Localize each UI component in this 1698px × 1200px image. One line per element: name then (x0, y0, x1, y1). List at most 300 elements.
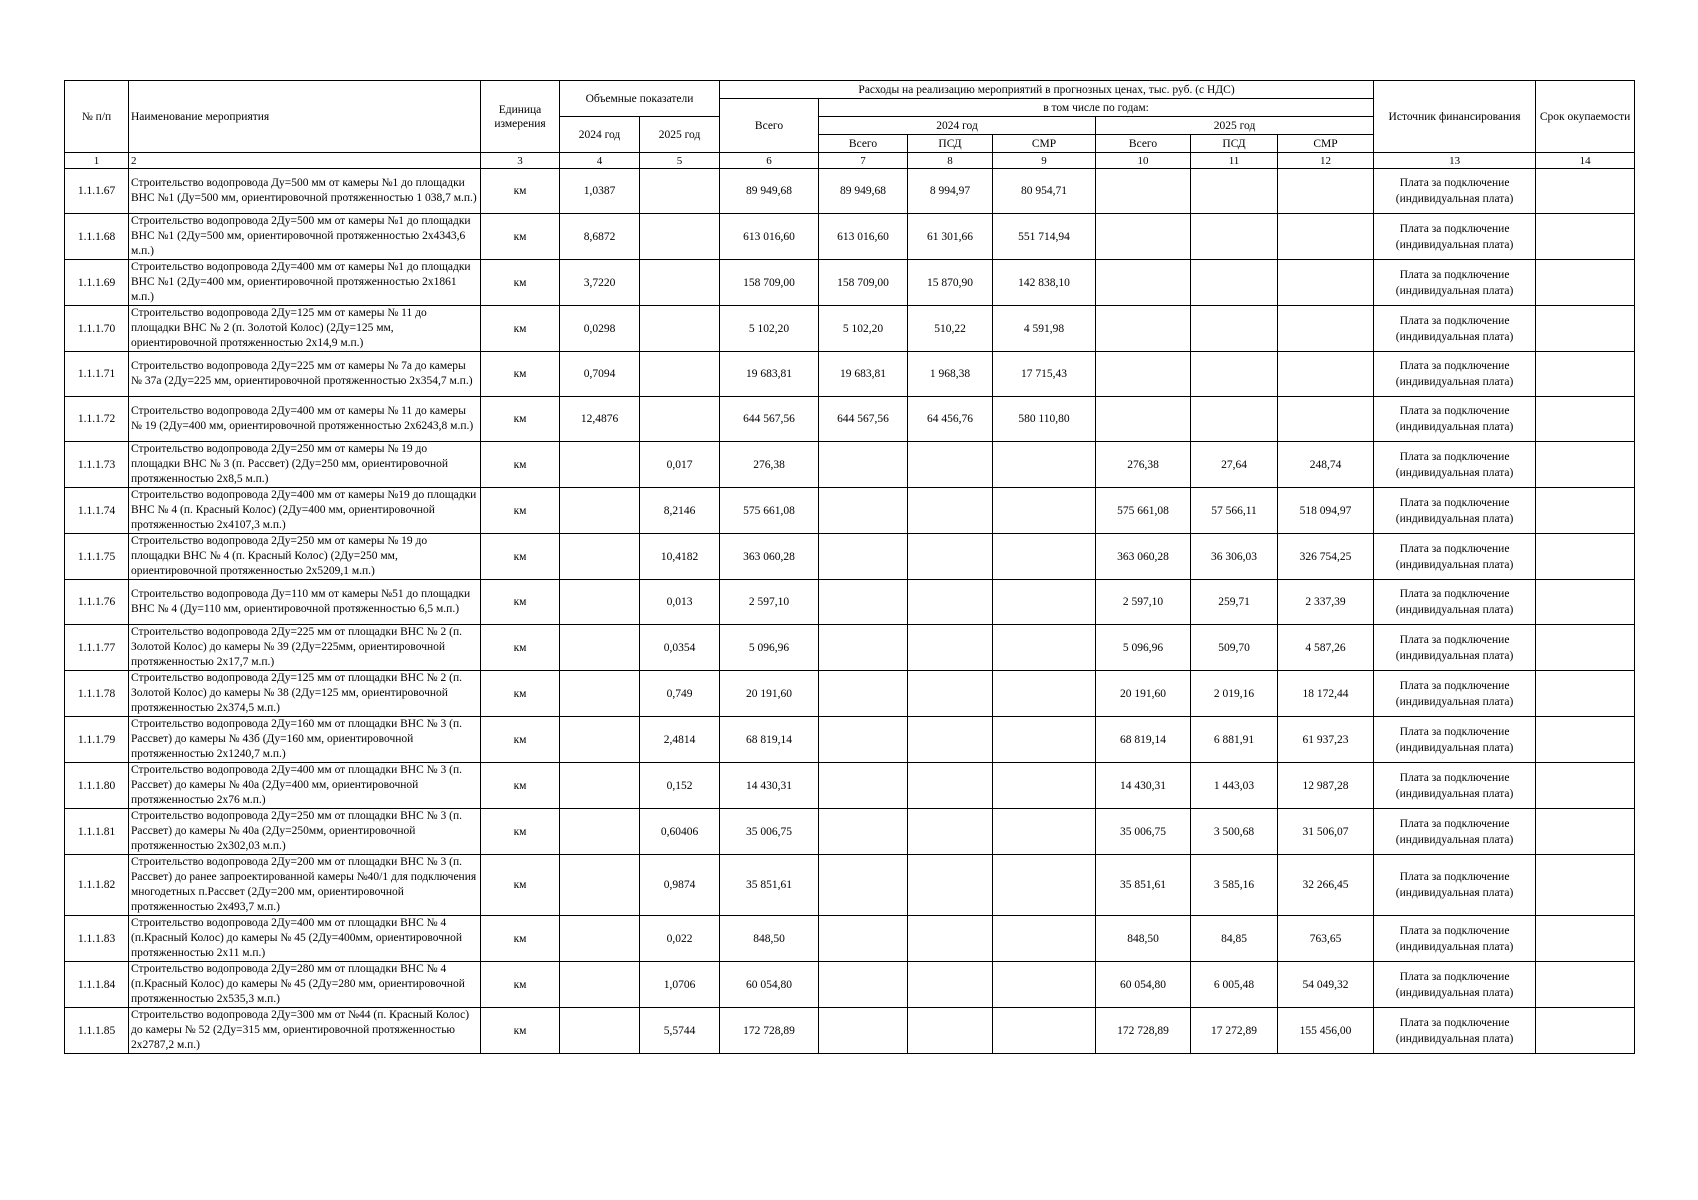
unit-cell: км (481, 488, 560, 534)
unit-cell: км (481, 580, 560, 625)
funding-source: Плата за подключение (индивидуальная плата) (1374, 397, 1536, 442)
volume-2025 (640, 306, 720, 352)
cost-2025-total (1096, 306, 1191, 352)
payback-period (1536, 214, 1635, 260)
table-row (65, 916, 1635, 962)
volume-2024 (560, 809, 640, 855)
column-number: 2 (129, 153, 481, 169)
payback-period (1536, 580, 1635, 625)
header-total: Всего (720, 99, 819, 153)
unit-cell: км (481, 809, 560, 855)
volume-2025: 8,2146 (640, 488, 720, 534)
cost-2024-smr (993, 671, 1096, 717)
table-row (65, 671, 1635, 717)
header-2025-psd: ПСД (1191, 135, 1278, 153)
cost-2024-smr (993, 625, 1096, 671)
cost-2025-total: 276,38 (1096, 442, 1191, 488)
cost-2024-psd (908, 809, 993, 855)
table-row (65, 534, 1635, 580)
cost-2025-psd: 17 272,89 (1191, 1008, 1278, 1054)
column-number: 10 (1096, 153, 1191, 169)
measure-name: Строительство водопровода 2Ду=300 мм от №44 (п. Красный Колос) до камеры № 52 (2Ду=315 мм, ориентировочной протяженностью 2х2787,2 м.п.) (129, 1008, 481, 1054)
cost-2025-smr: 31 506,07 (1278, 809, 1374, 855)
funding-source: Плата за подключение (индивидуальная плата) (1374, 809, 1536, 855)
cost-2025-psd: 57 566,11 (1191, 488, 1278, 534)
cost-2024-smr (993, 916, 1096, 962)
cost-2024-psd (908, 580, 993, 625)
header-2024-psd: ПСД (908, 135, 993, 153)
column-number: 11 (1191, 153, 1278, 169)
table-row (65, 442, 1635, 488)
column-number: 9 (993, 153, 1096, 169)
row-number: 1.1.1.82 (65, 855, 129, 916)
row-number: 1.1.1.84 (65, 962, 129, 1008)
table-row (65, 962, 1635, 1008)
cost-total: 644 567,56 (720, 397, 819, 442)
cost-2024-psd: 510,22 (908, 306, 993, 352)
header-by-years: в том числе по годам: (819, 99, 1374, 117)
volume-2024 (560, 855, 640, 916)
cost-2024-total (819, 488, 908, 534)
unit-cell: км (481, 855, 560, 916)
cost-2025-psd: 3 585,16 (1191, 855, 1278, 916)
cost-2025-smr (1278, 397, 1374, 442)
cost-2025-total (1096, 260, 1191, 306)
row-number: 1.1.1.80 (65, 763, 129, 809)
cost-total: 5 102,20 (720, 306, 819, 352)
cost-2024-smr (993, 855, 1096, 916)
cost-2024-total: 613 016,60 (819, 214, 908, 260)
cost-2024-psd: 61 301,66 (908, 214, 993, 260)
volume-2025: 0,749 (640, 671, 720, 717)
cost-2025-psd: 259,71 (1191, 580, 1278, 625)
volume-2025: 0,152 (640, 763, 720, 809)
cost-2025-smr: 763,65 (1278, 916, 1374, 962)
row-number: 1.1.1.73 (65, 442, 129, 488)
funding-source: Плата за подключение (индивидуальная плата) (1374, 352, 1536, 397)
cost-2025-psd: 84,85 (1191, 916, 1278, 962)
cost-total: 363 060,28 (720, 534, 819, 580)
cost-2025-total: 68 819,14 (1096, 717, 1191, 763)
volume-2024 (560, 442, 640, 488)
table-row (65, 763, 1635, 809)
volume-2024 (560, 625, 640, 671)
volume-2025: 0,9874 (640, 855, 720, 916)
cost-2025-psd: 27,64 (1191, 442, 1278, 488)
column-number: 14 (1536, 153, 1635, 169)
cost-2024-total: 644 567,56 (819, 397, 908, 442)
table-row (65, 855, 1635, 916)
cost-2025-smr: 518 094,97 (1278, 488, 1374, 534)
cost-2024-psd (908, 442, 993, 488)
cost-total: 172 728,89 (720, 1008, 819, 1054)
header-2025-smr: СМР (1278, 135, 1374, 153)
unit-cell: км (481, 534, 560, 580)
unit-cell: км (481, 763, 560, 809)
column-number: 8 (908, 153, 993, 169)
funding-source: Плата за подключение (индивидуальная плата) (1374, 214, 1536, 260)
cost-2025-smr: 2 337,39 (1278, 580, 1374, 625)
volume-2025: 0,0354 (640, 625, 720, 671)
cost-2024-total (819, 580, 908, 625)
cost-2025-smr: 4 587,26 (1278, 625, 1374, 671)
column-number: 6 (720, 153, 819, 169)
payback-period (1536, 488, 1635, 534)
table-row (65, 580, 1635, 625)
measure-name: Строительство водопровода 2Ду=250 мм от камеры № 19 до площадки ВНС № 3 (п. Рассвет) (2Ду=250 мм, ориентировочной протяженностью 2х8,5 м.п.) (129, 442, 481, 488)
cost-2025-total: 5 096,96 (1096, 625, 1191, 671)
column-number: 5 (640, 153, 720, 169)
cost-total: 20 191,60 (720, 671, 819, 717)
cost-2024-total (819, 1008, 908, 1054)
cost-2024-total (819, 671, 908, 717)
column-number: 3 (481, 153, 560, 169)
funding-source: Плата за подключение (индивидуальная плата) (1374, 625, 1536, 671)
measure-name: Строительство водопровода 2Ду=280 мм от площадки ВНС № 4 (п.Красный Колос) до камеры № 45 (2Ду=280 мм, ориентировочной протяженностью 2х535,3 м.п.) (129, 962, 481, 1008)
table-row (65, 260, 1635, 306)
table-row (65, 625, 1635, 671)
payback-period (1536, 352, 1635, 397)
cost-2024-total (819, 625, 908, 671)
cost-2024-smr (993, 580, 1096, 625)
column-number: 4 (560, 153, 640, 169)
volume-2025 (640, 397, 720, 442)
cost-2024-total (819, 809, 908, 855)
column-number-row (65, 153, 1635, 169)
volume-2025: 0,60406 (640, 809, 720, 855)
measure-name: Строительство водопровода 2Ду=250 мм от площадки ВНС № 3 (п. Рассвет) до камеры № 40а (2Ду=250мм, ориентировочной протяженностью 2х302,03 м.п.) (129, 809, 481, 855)
cost-2024-smr (993, 534, 1096, 580)
header-source: Источник финансирования (1374, 81, 1536, 153)
volume-2024 (560, 488, 640, 534)
payback-period (1536, 397, 1635, 442)
cost-2024-total: 5 102,20 (819, 306, 908, 352)
measure-name: Строительство водопровода 2Ду=125 мм от площадки ВНС № 2 (п. Золотой Колос) до камеры № 38 (2Ду=125 мм, ориентировочной протяженностью 2х374,5 м.п.) (129, 671, 481, 717)
cost-2024-smr: 4 591,98 (993, 306, 1096, 352)
payback-period (1536, 1008, 1635, 1054)
table-row (65, 397, 1635, 442)
unit-cell: км (481, 916, 560, 962)
cost-total: 68 819,14 (720, 717, 819, 763)
cost-2024-psd (908, 671, 993, 717)
cost-2025-psd (1191, 352, 1278, 397)
cost-2025-psd (1191, 260, 1278, 306)
cost-2024-total (819, 717, 908, 763)
volume-2024: 12,4876 (560, 397, 640, 442)
unit-cell: км (481, 625, 560, 671)
unit-cell: км (481, 962, 560, 1008)
measure-name: Строительство водопровода 2Ду=225 мм от площадки ВНС № 2 (п. Золотой Колос) до камеры № 39 (2Ду=225мм, ориентировочной протяженностью 2х17,7 м.п.) (129, 625, 481, 671)
volume-2024: 3,7220 (560, 260, 640, 306)
volume-2025 (640, 214, 720, 260)
payback-period (1536, 962, 1635, 1008)
header-expenses: Расходы на реализацию мероприятий в прогнозных ценах, тыс. руб. (с НДС) (720, 81, 1374, 99)
cost-2025-smr: 248,74 (1278, 442, 1374, 488)
cost-2025-total (1096, 352, 1191, 397)
table-body (65, 153, 1635, 1054)
measure-name: Строительство водопровода 2Ду=400 мм от камеры №1 до площадки ВНС №1 (2Ду=400 мм, ориентировочной протяженностью 2х1861 м.п.) (129, 260, 481, 306)
unit-cell: км (481, 1008, 560, 1054)
cost-2025-psd (1191, 306, 1278, 352)
cost-2025-total: 14 430,31 (1096, 763, 1191, 809)
cost-total: 19 683,81 (720, 352, 819, 397)
volume-2024: 0,7094 (560, 352, 640, 397)
payback-period (1536, 306, 1635, 352)
table-row (65, 169, 1635, 214)
cost-2024-total: 158 709,00 (819, 260, 908, 306)
cost-total: 613 016,60 (720, 214, 819, 260)
volume-2025: 0,013 (640, 580, 720, 625)
volume-2024 (560, 534, 640, 580)
unit-cell: км (481, 306, 560, 352)
volume-2024: 1,0387 (560, 169, 640, 214)
cost-2024-psd (908, 763, 993, 809)
cost-2025-smr (1278, 214, 1374, 260)
header-name: Наименование мероприятия (129, 81, 481, 153)
header-year-2025: 2025 год (1096, 117, 1374, 135)
cost-2025-smr: 54 049,32 (1278, 962, 1374, 1008)
cost-2025-total: 2 597,10 (1096, 580, 1191, 625)
row-number: 1.1.1.81 (65, 809, 129, 855)
cost-2024-smr: 551 714,94 (993, 214, 1096, 260)
measure-name: Строительство водопровода 2Ду=200 мм от площадки ВНС № 3 (п. Рассвет) до ранее запроектированной камеры №40/1 для подключения многодетных п.Рассвет (2Ду=200 мм, ориентировочной протяженностью 2х493,7 м.п.) (129, 855, 481, 916)
header-2025-total: Всего (1096, 135, 1191, 153)
table-row (65, 306, 1635, 352)
cost-2025-smr: 18 172,44 (1278, 671, 1374, 717)
cost-2025-psd: 6 881,91 (1191, 717, 1278, 763)
funding-source: Плата за подключение (индивидуальная плата) (1374, 763, 1536, 809)
measure-name: Строительство водопровода 2Ду=225 мм от камеры № 7а до камеры № 37а (2Ду=225 мм, ориентировочной протяженностью 2х354,7 м.п.) (129, 352, 481, 397)
funding-source: Плата за подключение (индивидуальная плата) (1374, 442, 1536, 488)
payback-period (1536, 534, 1635, 580)
funding-source: Плата за подключение (индивидуальная плата) (1374, 534, 1536, 580)
cost-2025-psd: 509,70 (1191, 625, 1278, 671)
row-number: 1.1.1.71 (65, 352, 129, 397)
cost-2024-smr (993, 763, 1096, 809)
cost-2025-smr (1278, 260, 1374, 306)
cost-total: 14 430,31 (720, 763, 819, 809)
funding-source: Плата за подключение (индивидуальная плата) (1374, 916, 1536, 962)
cost-2024-psd (908, 488, 993, 534)
funding-source: Плата за подключение (индивидуальная плата) (1374, 717, 1536, 763)
cost-2024-psd (908, 916, 993, 962)
row-number: 1.1.1.75 (65, 534, 129, 580)
volume-2025 (640, 169, 720, 214)
unit-cell: км (481, 352, 560, 397)
cost-total: 60 054,80 (720, 962, 819, 1008)
payback-period (1536, 717, 1635, 763)
row-number: 1.1.1.79 (65, 717, 129, 763)
volume-2024 (560, 671, 640, 717)
payback-period (1536, 625, 1635, 671)
cost-2024-psd (908, 534, 993, 580)
cost-2024-smr (993, 717, 1096, 763)
volume-2024 (560, 580, 640, 625)
funding-source: Плата за подключение (индивидуальная плата) (1374, 488, 1536, 534)
payback-period (1536, 671, 1635, 717)
row-number: 1.1.1.74 (65, 488, 129, 534)
header-payback: Срок окупаемости (1536, 81, 1635, 153)
cost-2025-total: 35 006,75 (1096, 809, 1191, 855)
funding-source: Плата за подключение (индивидуальная плата) (1374, 306, 1536, 352)
cost-2025-psd: 36 306,03 (1191, 534, 1278, 580)
measure-name: Строительство водопровода 2Ду=250 мм от камеры № 19 до площадки ВНС № 4 (п. Красный Колос) (2Ду=250 мм, ориентировочной протяженностью 2х5209,1 м.п.) (129, 534, 481, 580)
table-row (65, 214, 1635, 260)
row-number: 1.1.1.77 (65, 625, 129, 671)
funding-source: Плата за подключение (индивидуальная плата) (1374, 962, 1536, 1008)
cost-total: 575 661,08 (720, 488, 819, 534)
volume-2025 (640, 352, 720, 397)
cost-2024-smr: 580 110,80 (993, 397, 1096, 442)
payback-period (1536, 916, 1635, 962)
row-number: 1.1.1.68 (65, 214, 129, 260)
cost-2025-total: 172 728,89 (1096, 1008, 1191, 1054)
funding-source: Плата за подключение (индивидуальная плата) (1374, 260, 1536, 306)
column-number: 7 (819, 153, 908, 169)
cost-2025-total: 20 191,60 (1096, 671, 1191, 717)
cost-2025-psd (1191, 397, 1278, 442)
cost-2024-smr: 17 715,43 (993, 352, 1096, 397)
cost-2025-psd: 3 500,68 (1191, 809, 1278, 855)
cost-2024-smr: 80 954,71 (993, 169, 1096, 214)
cost-2024-psd: 1 968,38 (908, 352, 993, 397)
cost-2024-smr (993, 488, 1096, 534)
row-number: 1.1.1.70 (65, 306, 129, 352)
funding-source: Плата за подключение (индивидуальная плата) (1374, 169, 1536, 214)
header-volume: Объемные показатели (560, 81, 720, 117)
cost-2024-psd (908, 625, 993, 671)
cost-total: 35 006,75 (720, 809, 819, 855)
cost-total: 35 851,61 (720, 855, 819, 916)
cost-2025-smr (1278, 352, 1374, 397)
measure-name: Строительство водопровода 2Ду=500 мм от камеры №1 до площадки ВНС №1 (2Ду=500 мм, ориентировочной протяженностью 2х4343,6 м.п.) (129, 214, 481, 260)
column-number: 12 (1278, 153, 1374, 169)
cost-2025-total: 35 851,61 (1096, 855, 1191, 916)
cost-total: 848,50 (720, 916, 819, 962)
column-number: 1 (65, 153, 129, 169)
cost-2025-total: 848,50 (1096, 916, 1191, 962)
cost-2024-total (819, 534, 908, 580)
cost-2025-total (1096, 214, 1191, 260)
unit-cell: км (481, 717, 560, 763)
cost-2024-psd: 15 870,90 (908, 260, 993, 306)
funding-source: Плата за подключение (индивидуальная плата) (1374, 671, 1536, 717)
row-number: 1.1.1.85 (65, 1008, 129, 1054)
cost-total: 89 949,68 (720, 169, 819, 214)
cost-2025-total (1096, 169, 1191, 214)
payback-period (1536, 763, 1635, 809)
volume-2025: 0,017 (640, 442, 720, 488)
cost-2025-psd: 6 005,48 (1191, 962, 1278, 1008)
cost-2024-smr: 142 838,10 (993, 260, 1096, 306)
unit-cell: км (481, 214, 560, 260)
unit-cell: км (481, 169, 560, 214)
cost-2024-total (819, 962, 908, 1008)
cost-2024-smr (993, 809, 1096, 855)
cost-2024-psd: 64 456,76 (908, 397, 993, 442)
measure-name: Строительство водопровода 2Ду=160 мм от площадки ВНС № 3 (п. Рассвет) до камеры № 43б (Ду=160 мм, ориентировочной протяженностью 2х1240,7 м.п.) (129, 717, 481, 763)
cost-2024-psd (908, 855, 993, 916)
cost-2024-total (819, 916, 908, 962)
table-row (65, 488, 1635, 534)
payback-period (1536, 442, 1635, 488)
payback-period (1536, 260, 1635, 306)
cost-2025-psd: 1 443,03 (1191, 763, 1278, 809)
unit-cell: км (481, 671, 560, 717)
volume-2024 (560, 717, 640, 763)
measure-name: Строительство водопровода 2Ду=400 мм от камеры №19 до площадки ВНС № 4 (п. Красный Колос) (2Ду=400 мм, ориентировочной протяженностью 2х4107,3 м.п.) (129, 488, 481, 534)
cost-2024-total: 89 949,68 (819, 169, 908, 214)
header-year-2024: 2024 год (819, 117, 1096, 135)
unit-cell: км (481, 397, 560, 442)
cost-2024-psd (908, 1008, 993, 1054)
header-2024-total: Всего (819, 135, 908, 153)
header-vol-2024: 2024 год (560, 117, 640, 153)
cost-2024-total: 19 683,81 (819, 352, 908, 397)
cost-2025-smr: 326 754,25 (1278, 534, 1374, 580)
cost-2025-smr: 12 987,28 (1278, 763, 1374, 809)
cost-2024-psd: 8 994,97 (908, 169, 993, 214)
funding-source: Плата за подключение (индивидуальная плата) (1374, 855, 1536, 916)
unit-cell: км (481, 260, 560, 306)
measure-name: Строительство водопровода Ду=110 мм от камеры №51 до площадки ВНС № 4 (Ду=110 мм, ориентировочной протяженностью 6,5 м.п.) (129, 580, 481, 625)
volume-2025: 0,022 (640, 916, 720, 962)
volume-2024: 0,0298 (560, 306, 640, 352)
measure-name: Строительство водопровода 2Ду=400 мм от площадки ВНС № 3 (п. Рассвет) до камеры № 40а (2Ду=400 мм, ориентировочной протяженностью 2х76 м.п.) (129, 763, 481, 809)
volume-2025 (640, 260, 720, 306)
cost-2025-psd (1191, 214, 1278, 260)
cost-total: 158 709,00 (720, 260, 819, 306)
cost-2025-smr: 32 266,45 (1278, 855, 1374, 916)
table-row (65, 717, 1635, 763)
volume-2024 (560, 763, 640, 809)
table-row (65, 809, 1635, 855)
investment-program-table (64, 80, 1635, 1054)
payback-period (1536, 809, 1635, 855)
cost-2025-psd (1191, 169, 1278, 214)
measure-name: Строительство водопровода 2Ду=125 мм от камеры № 11 до площадки ВНС № 2 (п. Золотой Колос) (2Ду=125 мм, ориентировочной протяженностью 2х14,9 м.п.) (129, 306, 481, 352)
header-vol-2025: 2025 год (640, 117, 720, 153)
cost-2025-total: 60 054,80 (1096, 962, 1191, 1008)
volume-2025: 1,0706 (640, 962, 720, 1008)
cost-2025-smr: 61 937,23 (1278, 717, 1374, 763)
cost-2024-smr (993, 442, 1096, 488)
table-row (65, 352, 1635, 397)
header-2024-smr: СМР (993, 135, 1096, 153)
volume-2025: 5,5744 (640, 1008, 720, 1054)
cost-2025-psd: 2 019,16 (1191, 671, 1278, 717)
cost-2025-smr (1278, 169, 1374, 214)
row-number: 1.1.1.72 (65, 397, 129, 442)
cost-2024-smr (993, 1008, 1096, 1054)
table-row (65, 1008, 1635, 1054)
volume-2025: 10,4182 (640, 534, 720, 580)
cost-total: 5 096,96 (720, 625, 819, 671)
row-number: 1.1.1.78 (65, 671, 129, 717)
cost-2024-total (819, 855, 908, 916)
cost-2024-smr (993, 962, 1096, 1008)
volume-2024 (560, 916, 640, 962)
volume-2024: 8,6872 (560, 214, 640, 260)
unit-cell: км (481, 442, 560, 488)
cost-total: 2 597,10 (720, 580, 819, 625)
cost-2025-total: 363 060,28 (1096, 534, 1191, 580)
cost-2024-psd (908, 962, 993, 1008)
cost-2024-psd (908, 717, 993, 763)
cost-2025-total (1096, 397, 1191, 442)
cost-2024-total (819, 442, 908, 488)
cost-2025-smr (1278, 306, 1374, 352)
